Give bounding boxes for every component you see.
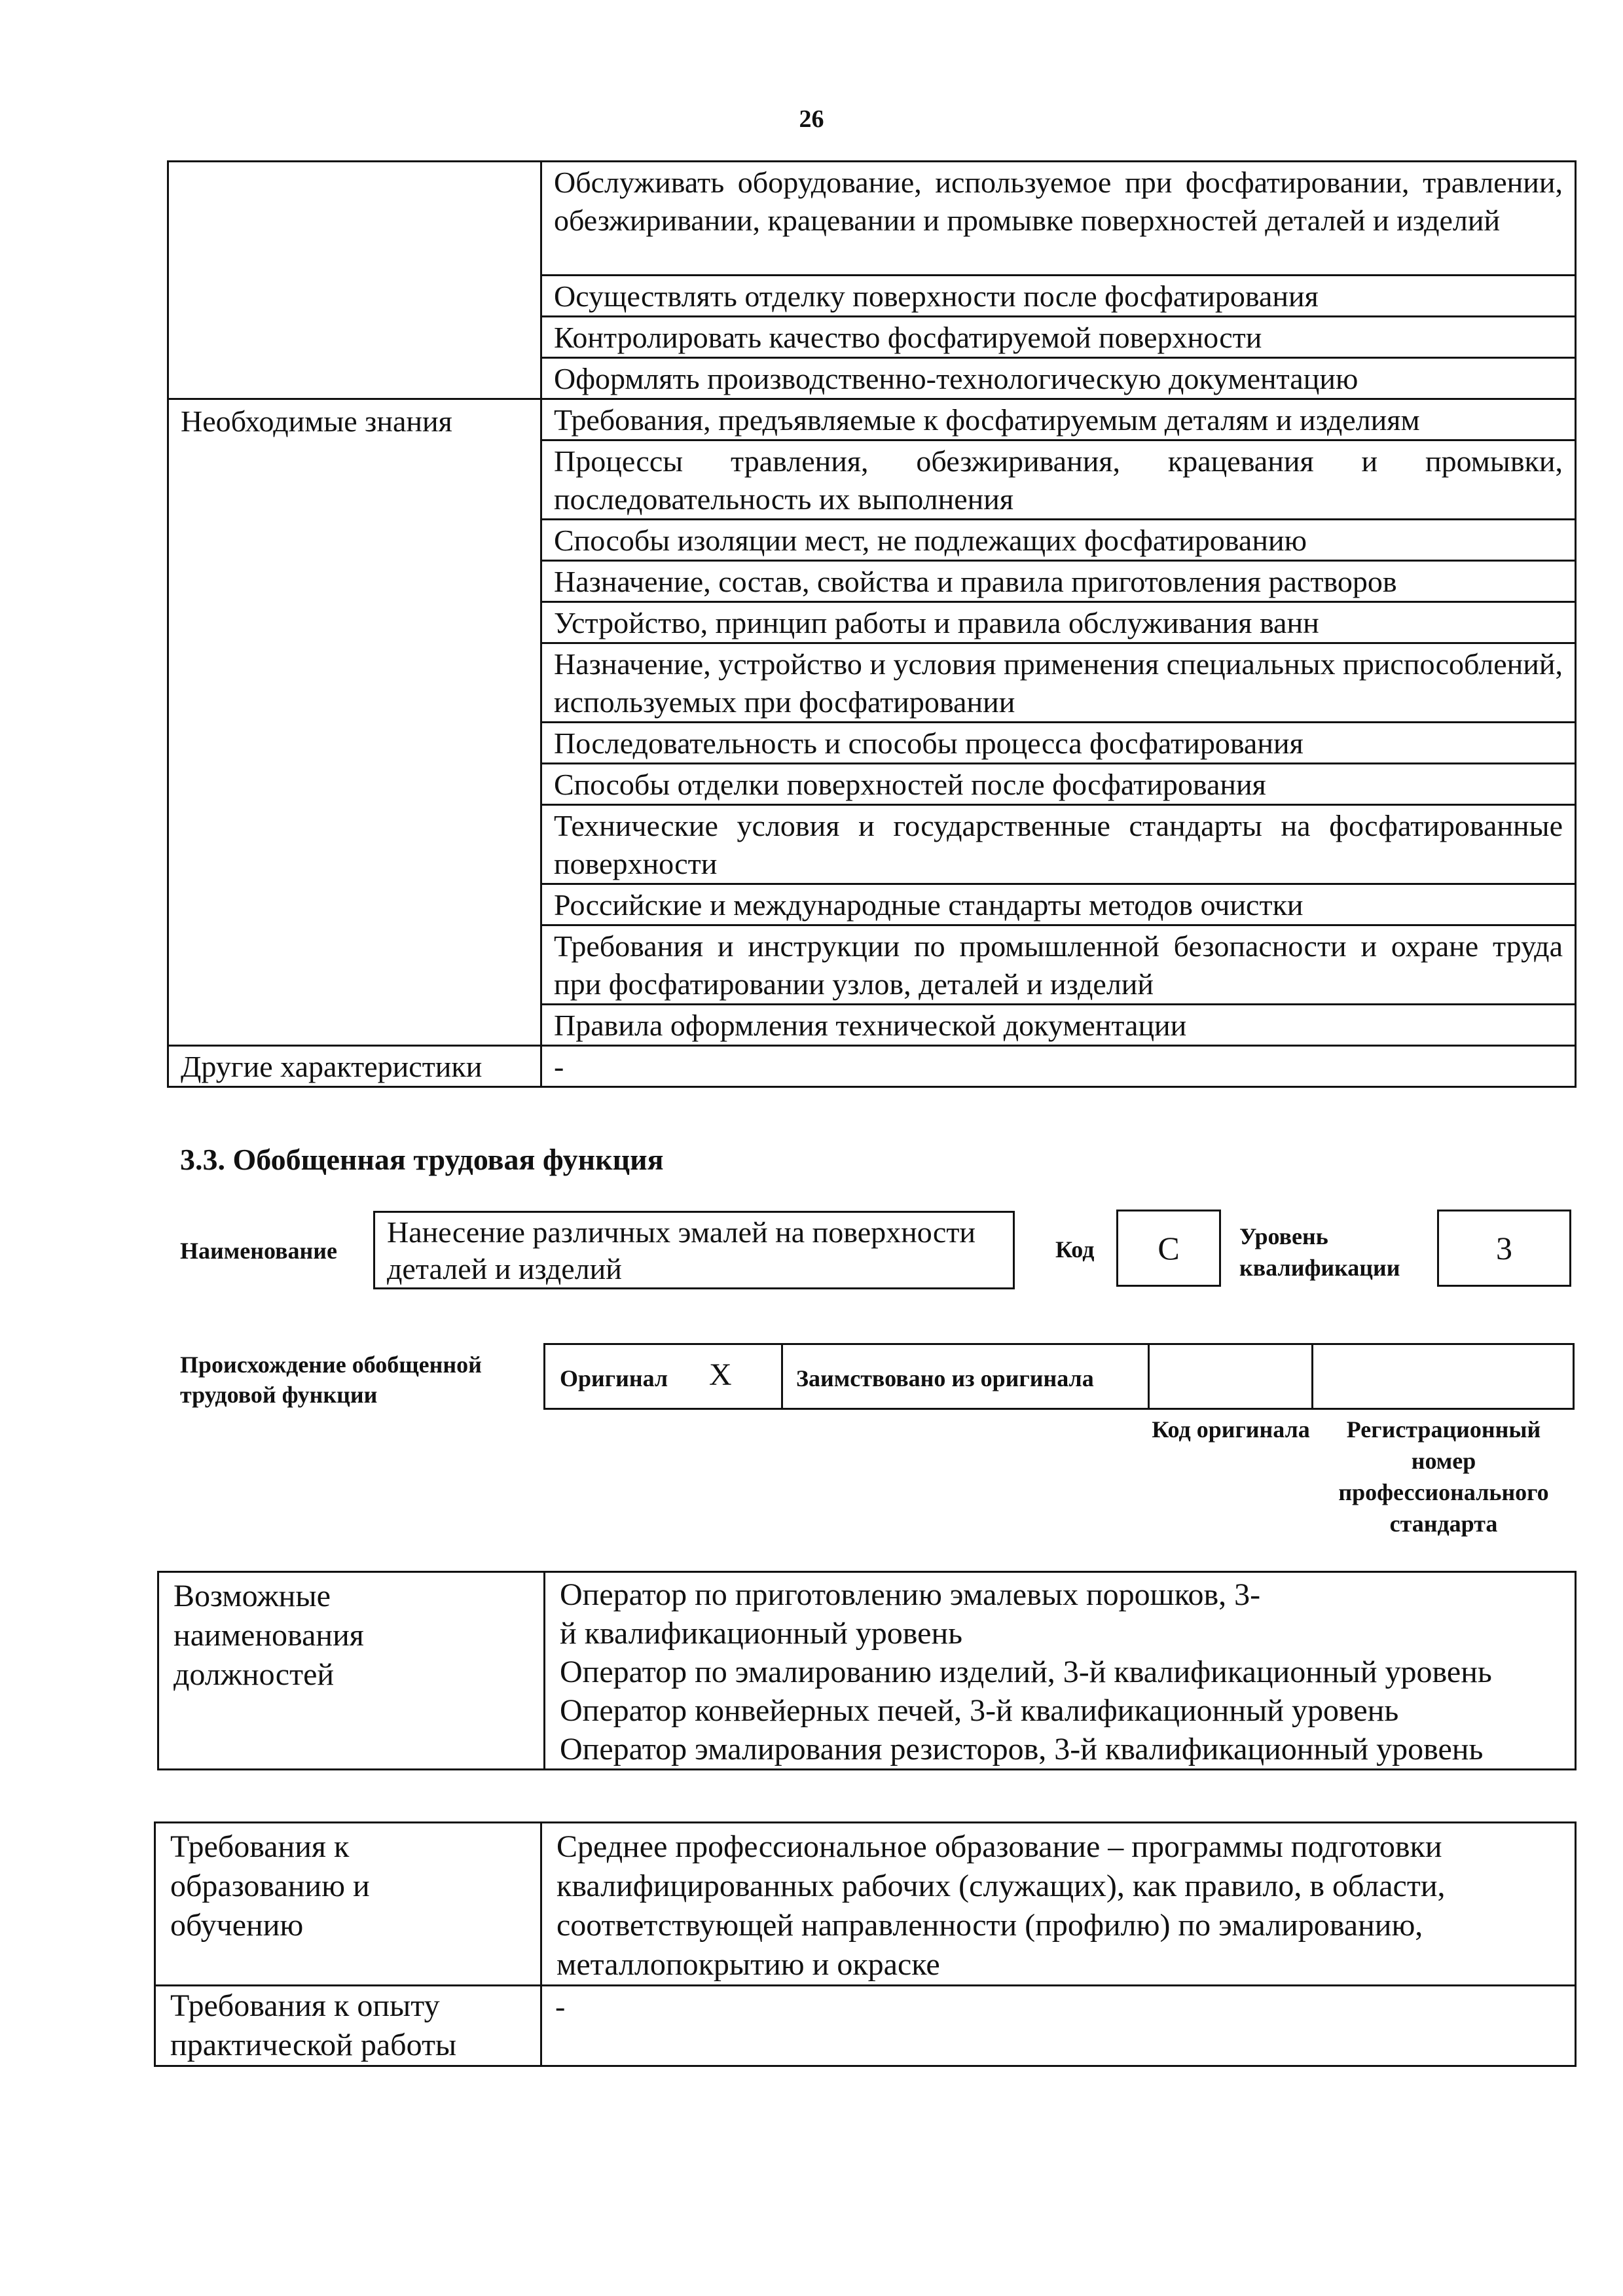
- education-label: Требования к образованию и обучению: [170, 1829, 370, 1943]
- list-item: Оператор по эмалированию изделий, 3-й квалификационный уровень: [560, 1655, 1492, 1689]
- table-row: [541, 602, 1576, 643]
- experience-value-cell: [541, 1986, 1576, 2066]
- knowledge-text: Требования и инструкции по промышленной безопасности и охране труда при фосфатировании узлов, деталей и изделий: [554, 929, 1563, 1001]
- name-value: Нанесение различных эмалей на поверхности деталей и изделий: [387, 1215, 976, 1285]
- table-row: [541, 317, 1576, 358]
- section-title: 3.3. Обобщенная трудовая функция: [180, 1143, 664, 1176]
- list-item: Оператор по приготовлению эмалевых порошков, 3-й квалификационный уровень: [560, 1577, 1261, 1651]
- education-label-cell: [155, 1823, 541, 1986]
- knowledge-text: Технические условия и государственные стандарты на фосфатированные поверхности: [554, 809, 1563, 880]
- divider: [1148, 1345, 1150, 1408]
- positions-table: [157, 1571, 1577, 1770]
- table-row: [541, 925, 1576, 1005]
- table-row: [541, 276, 1576, 317]
- education-value: Среднее профессиональное образование – программы подготовки квалифицированных рабочих (служащих), как правило, в области, соответствующей направленности (профилю) по эмалированию, металлопокрытию и окраске: [556, 1829, 1446, 1982]
- level-label: Уровень квалификации: [1239, 1223, 1400, 1281]
- skills-label-cell: [168, 162, 541, 399]
- knowledge-text: Требования, предъявляемые к фосфатируемым деталям и изделиям: [554, 403, 1420, 437]
- skill-text: Контролировать качество фосфатируемой поверхности: [554, 321, 1262, 354]
- skill-text: Осуществлять отделку поверхности после фосфатирования: [554, 279, 1319, 313]
- experience-value: -: [555, 1990, 566, 2023]
- name-label: Наименование: [180, 1238, 337, 1264]
- knowledge-label: Необходимые знания: [181, 404, 452, 438]
- table-row: [541, 884, 1576, 925]
- positions-label: Возможные наименования должностей: [173, 1579, 364, 1692]
- knowledge-text: Способы изоляции мест, не подлежащих фосфатированию: [554, 524, 1307, 557]
- borrowed-label: Заимствовано из оригинала: [796, 1365, 1094, 1391]
- level-value: 3: [1496, 1230, 1512, 1266]
- table-row: [541, 764, 1576, 805]
- experience-label: Требования к опыту практической работы: [170, 1988, 457, 2062]
- positions-list-cell: [545, 1572, 1576, 1770]
- code-original-caption: Код оригинала: [1152, 1416, 1310, 1443]
- knowledge-text: Способы отделки поверхностей после фосфатирования: [554, 768, 1266, 801]
- table-row: [541, 520, 1576, 561]
- table-row: [541, 440, 1576, 520]
- knowledge-label-cell: [168, 399, 541, 1046]
- code-label: Код: [1055, 1236, 1095, 1263]
- table-row: [541, 1046, 1576, 1087]
- table-row: [541, 358, 1576, 399]
- reg-number-caption: Регистрационный номер профессионального стандарта: [1338, 1416, 1549, 1537]
- knowledge-text: Последовательность и способы процесса фосфатирования: [554, 726, 1304, 760]
- table-row: [541, 561, 1576, 602]
- education-value-cell: [541, 1823, 1576, 1986]
- origin-box: [543, 1343, 1575, 1410]
- skill-text: Оформлять производственно-технологическую документацию: [554, 362, 1359, 395]
- table-row: [541, 805, 1576, 884]
- experience-label-cell: [155, 1986, 541, 2066]
- other-value: -: [554, 1050, 564, 1083]
- knowledge-text: Процессы травления, обезжиривания, крацевания и промывки, последовательность их выполнения: [554, 444, 1563, 516]
- other-label: Другие характеристики: [181, 1050, 483, 1083]
- knowledge-text: Устройство, принцип работы и правила обслуживания ванн: [554, 606, 1319, 639]
- name-box: [373, 1211, 1015, 1289]
- page-number: 26: [799, 105, 824, 133]
- requirements-table: [154, 1821, 1577, 2067]
- knowledge-text: Правила оформления технической документации: [554, 1009, 1187, 1042]
- code-box: [1116, 1210, 1221, 1287]
- level-box: [1437, 1210, 1571, 1287]
- table-row: [541, 399, 1576, 440]
- divider: [781, 1345, 783, 1408]
- divider: [1311, 1345, 1313, 1408]
- list-item: Оператор конвейерных печей, 3-й квалификационный уровень: [560, 1693, 1399, 1728]
- list-item: Оператор эмалирования резисторов, 3-й квалификационный уровень: [560, 1732, 1484, 1767]
- table-row: [541, 162, 1576, 276]
- knowledge-text: Российские и международные стандарты методов очистки: [554, 888, 1304, 922]
- skills-knowledge-table: [167, 160, 1577, 1088]
- other-label-cell: [168, 1046, 541, 1087]
- skill-text: Обслуживать оборудование, используемое при фосфатировании, травлении, обезжиривании, крацевании и промывке поверхностей деталей и изделий: [554, 166, 1563, 237]
- original-mark: X: [709, 1357, 732, 1392]
- table-row: [541, 1005, 1576, 1046]
- table-row: [541, 723, 1576, 764]
- positions-label-cell: [158, 1572, 545, 1770]
- knowledge-text: Назначение, состав, свойства и правила приготовления растворов: [554, 565, 1397, 598]
- table-row: [541, 643, 1576, 723]
- knowledge-text: Назначение, устройство и условия применения специальных приспособлений, используемых при фосфатировании: [554, 647, 1563, 719]
- original-label: Оригинал: [560, 1365, 668, 1391]
- origin-label: Происхождение обобщенной трудовой функции: [180, 1352, 482, 1408]
- code-value: C: [1158, 1230, 1180, 1266]
